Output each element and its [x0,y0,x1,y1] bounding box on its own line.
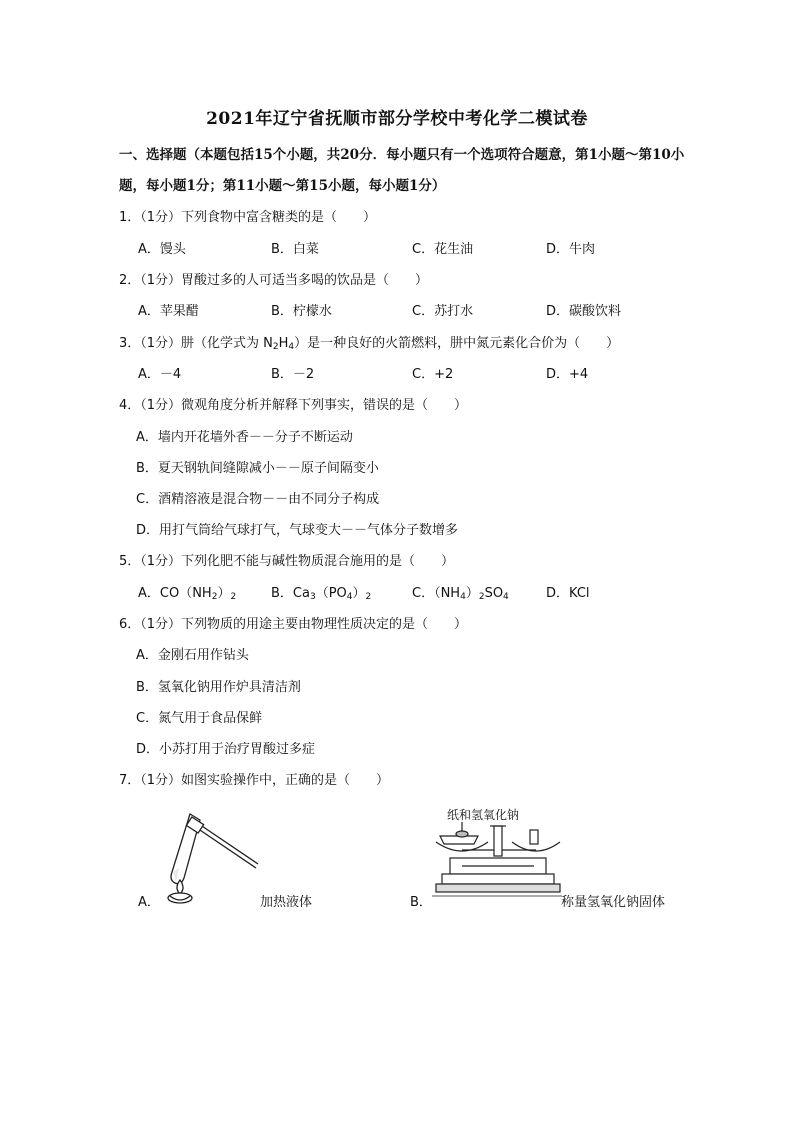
q1-option-d: D．牛肉 [546,242,596,257]
q3-option-b: B．－2 [271,367,315,382]
question-1-stem: 1．（1分）下列食物中富含糖类的是（ ） [119,210,377,225]
q5-option-c [412,582,509,602]
q5b-part: （PO [315,586,347,601]
q5b-part: ） [352,586,366,601]
q5b-sub: 2 [365,592,372,602]
q4-option-d: D．用打气筒给气球打气，气球变大－－气体分子数增多 [136,523,459,538]
q5c-sub: 2 [478,592,485,602]
q5c-part: ） [465,586,479,601]
q7-option-a-caption: 加热液体 [260,895,313,910]
q2-option-b: B．柠檬水 [271,304,332,319]
q3-stem-part: 3．（1分）肼（化学式为 N [119,336,273,351]
q5-option-a [138,582,236,602]
q4-option-a: A．墙内开花墙外香－－分子不断运动 [136,430,353,445]
q7-option-b-letter: B． [410,895,432,910]
question-2-stem: 2．（1分）胃酸过多的人可适当多喝的饮品是（ ） [119,273,429,288]
section-heading: 一、选择题（本题包括15个小题，共20分．每小题只有一个选项符合题意，第1小题～第10小题，每小题1分；第11小题～第15小题，每小题1分） [119,147,685,194]
balance-scale-illustration [432,820,562,910]
q3-subscript: 2 [272,342,279,352]
question-4-stem: 4．（1分）微观角度分析并解释下列事实，错误的是（ ） [119,398,468,413]
question-6-stem: 6．（1分）下列物质的用途主要由物理性质决定的是（ ） [119,617,468,632]
q3-option-a: A．－4 [138,367,182,382]
q5-option-b [271,582,371,602]
q1-option-b: B．白菜 [271,242,319,257]
q6-option-d: D．小苏打用于治疗胃酸过多症 [136,742,316,757]
q3-subscript: 4 [288,342,295,352]
heating-liquid-illustration [160,806,270,906]
q1-option-c: C．花生油 [412,242,474,257]
q5a-part: A．CO（NH [138,586,212,601]
q5c-part: SO [484,586,504,601]
q4-option-c: C．酒精溶液是混合物－－由不同分子构成 [136,492,380,507]
q7-option-b-caption: 称量氢氧化钠固体 [561,895,666,910]
q7-option-a-letter: A． [138,895,160,910]
q6-option-b: B．氢氧化钠用作炉具清洁剂 [136,680,301,695]
q5c-sub: 4 [460,592,466,602]
question-5-stem: 5．（1分）下列化肥不能与碱性物质混合施用的是（ ） [119,554,455,569]
q5a-sub: 2 [211,592,218,602]
q5a-sub: 2 [230,592,237,602]
q5c-part: C．（NH [412,586,461,601]
q5b-part: B．Ca [271,586,310,601]
q5c-sub: 4 [503,592,509,602]
question-7-stem: 7．（1分）如图实验操作中，正确的是（ ） [119,773,390,788]
q2-option-a: A．苹果醋 [138,304,199,319]
q5a-part: ） [217,586,231,601]
q3-option-d: D．+4 [546,367,589,382]
q3-stem-part: ）是一种良好的火箭燃料，肼中氮元素化合价为（ ） [294,336,620,351]
q2-option-d: D．碳酸饮料 [546,304,622,319]
q3-option-c: C．+2 [412,367,454,382]
page-title: 2021年辽宁省抚顺市部分学校中考化学二模试卷 [206,109,588,129]
q5b-sub: 4 [346,592,353,602]
q3-stem-part: H [278,336,289,351]
q2-option-c: C．苏打水 [412,304,474,319]
question-3-stem [119,332,619,352]
q6-option-a: A．金刚石用作钻头 [136,648,249,663]
q4-option-b: B．夏天钢轨间缝隙减小－－原子间隔变小 [136,461,379,476]
q1-option-a: A．馒头 [138,242,186,257]
q6-option-c: C．氮气用于食品保鲜 [136,711,263,726]
q7-option-b-label: 纸和氢氧化钠 [447,808,520,822]
q5b-sub: 3 [309,592,316,602]
q5-option-d: D．KCl [546,586,590,601]
